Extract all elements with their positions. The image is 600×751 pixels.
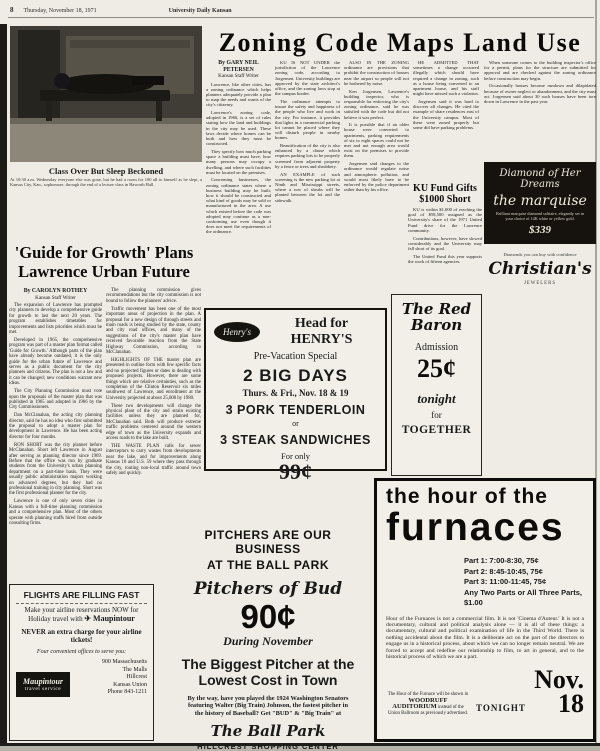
zoning-headline: Zoning Code Maps Land Use (218, 28, 582, 57)
ball-park-ad (170, 528, 366, 751)
furnaces-date: Nov. 18 (534, 665, 584, 719)
red-baron-for: for (431, 410, 442, 420)
maupintour-flights-ad (9, 584, 154, 741)
henrys-or: or (292, 419, 299, 428)
henrys-logo: Henry's (214, 322, 260, 342)
furnaces-tonight: TONIGHT (476, 703, 526, 714)
flights-never-line: NEVER an extra charge for your airline tickets! (21, 628, 142, 644)
ballpark-location: HILLCREST SHOPPING CENTER (197, 742, 339, 751)
photo-caption: At 10:30 a.m. Wednesday everyone else was gone, but he had a room for 100 all to himself as he slept, a Kansas City, Kan., sophomore, through the end of a lecture class in Haworth Hall. (10, 177, 202, 187)
sleeping-student-photo (10, 26, 202, 162)
masthead (10, 6, 592, 16)
flights-divider (16, 603, 147, 604)
flights-title: FLIGHTS ARE FILLING FAST (23, 590, 140, 600)
henrys-item-2: 3 STEAK SANDWICHES (220, 433, 371, 447)
photo-caption-title: Class Over But Sleep Beckoned (48, 166, 164, 176)
furnaces-description: Hour of the Furnaces is not a commercial film. It is not 'Cinema d'Auteur.' It is not a documentary, cultural and political analysis alone — it is all of these things: a documentary, cultural and political examination of life in the Third World. There is nothing accidental about the film. It is a deliberate act on the part of the directors to engage us in a historical process, about which we can no longer remain neutral. We are forced to accept and redefine our relationship to film, to art in general, and to the historical process of which we are a part. (386, 615, 584, 660)
guide-headline-line-1: 'Guide for Growth' Plans (14, 243, 194, 262)
henrys-dates: Thurs. & Fri., Nov. 18 & 19 (242, 388, 349, 398)
ballpark-body: By the way, have you played the 1924 Washington Senators featuring Walter (Big Train) Johnson, the fastest pitcher in the history of Baseball? Get "BUD" & "Big Train" at (187, 695, 349, 717)
zoning-column-4: HE ADMITTED THAT sometimes a change occurred illegally which should have required a change in zoning, such as a house being converted to an apartment house, and his staff might have missed such a violation. Jorgensen said it was hard to discover all changes. He cited the example of share residences east of the University campus. Most of these were zoned properly but some did have parking problems. (413, 60, 479, 130)
diamond-jewelry-ad (484, 162, 596, 244)
christians-name: Christian's (488, 259, 592, 279)
guide-headline (6, 243, 202, 281)
ballpark-name: The Ball Park (210, 722, 326, 741)
zoning-column-5: When someone comes to the building inspector's office for a permit, plans for the structure are submitted for approval and are checked against the zoning ordinance before construction may begin. Occasionally houses become rundown and dilapidated because of owner neglect or abandonment, and the city must act. Jorgensen said about 30 such houses have been torn down in Lawrence in the past year. (484, 60, 596, 104)
red-baron-ad (391, 294, 482, 476)
ballpark-line-2: AT THE BALL PARK (207, 558, 329, 572)
ballpark-line-1: PITCHERS ARE OUR BUSINESS (204, 528, 332, 556)
guide-column-1 (9, 288, 102, 580)
zoning-column-3: ALSO IN THE ZONING ordinance are provisions that prohibit the construction of houses near the airport so people will not be bothered by noise. Ken Jorgensen, Lawrence's building inspector, who is responsible for enforcing the city's zoning ordinance, said he was satisfied with the code but did not believe it was perfect. It is possible that if an older house were converted to apartments, parking requirements of six to eight spaces could not be met and not enough area would exist on the premises to provide them. Jorgensen said changes to the ordinance would regulate noise and atmospheric pollution, and would most likely have to be enforced by the police department rather than by his office. (344, 60, 409, 193)
ku-fund-body: KU is within $1,000 of reaching the goal of $58,500 assigned as the University's share of the 1971 United Fund drive for the Lawrence community. Contributions, however, have slowed considerably and the University may fall short of its goal. The United Fund this year supports the work of fifteen agencies. (408, 207, 482, 264)
guide-column-1-text: The expansion of Lawrence has prompted city planners to develop a comprehensive guide for growth to last the next 20 years. The program establishes timetables for improvements and lists priorities which must be met. Developed in 1965, the comprehensive program was part of a master plan format called 'Guide for Growth.' Although parts of the plan have already become outdated, it is the only guide for the urban future of Lawrence and serves as a public document for the city planners and citizens. The plan is not a law and it can be changed; new conditions warrant new ideas. The City Planning Commission must vote upon the proposals of the master plan that was published in 1965 and adopted in 1966 by the City Commissioners. Dan McClanahan, the acting city planning director, said he has no idea who first submitted the proposal to adopt a master plan for development in Lawrence. He has been acting director for four months. RON SHORT was the city planner before McClanahan. Short left Lawrence in August after serving as planning director since 1969. Before that the office was run by graduate students from the University's urban planning department on a part-time basis. They were usually public administration majors working on advanced degrees, but they had no professional training in city planning. Short was the first professional planner for the city. Lawrence is one of only seven cities in Kansas with a full-time planning commission and a comprehensive plan. Most of the others operate with planning staffs hired from outside consulting firms. (9, 303, 102, 526)
maupintour-logo: Maupintour travel service (16, 672, 70, 697)
diamond-ad-body: Brilliant marquise diamond solitaire, elegantly set in your choice of 14K white or yellow gold. (495, 211, 585, 221)
red-baron-admission-label: Admission (414, 342, 459, 353)
red-baron-price: 25¢ (417, 354, 456, 383)
zoning-column-1-text: Lawrence, like other cities, has a zoning ordinance which helps planners adequately provide a plan to map the needs and wants of the city's citizenry. Lawrence's zoning code, adopted in 1966, is a set of rules stating how the land and buildings in the city may be used. These laws decide where homes can be built and how they must be constructed. They specify how much parking space a building must have, how many persons may occupy a dwelling, and where such facilities must be located on the premises. Concerning businesses, the zoning ordinance states where a business building may be built, how it should be constructed and what kind of goods may be sold or manufactured in the area. A use which existed before the code was adopted may continue as a non-conforming use even though it does not meet the requirements of the ordinance. (206, 81, 271, 235)
diamond-ad-title: Diamond of Her Dreams (499, 168, 581, 190)
guide-column-2: The planning commission gives recommendations but the city commission is not bound to follow the planners' advice. Traffic movement has been one of the most important areas of projection in the plan. A proposal for a new design of through streets and main roads is being studied by the state, county and city road offices, and many of the suggestions of the city's master plan have received favorable reaction from the State Highway Commission, according to McClanahan. HIGHLIGHTS OF THE master plan are presented in outline form with few specific facts and no projected figures or dates in dealing with proposed projects. However, there are some things which are relative certainties, such as the completion of the Clinton Reservoir six miles southwest of Lawrence, and enrollment at the University projected at about 25,000 by 1980. These two developments will change the physical plant of the city and strain existing facilities unless they are planned for, McClanahan said. Both will produce extreme traffic problems centered around the western edge of town as the University expands and access roads to the lake are built. THE WASTE PLAN calls for sewer interceptors to carry wastes from developments near the lake, and for improvements along Kansas 10 and U.S. 59 where they pass through the city, routing non-local traffic around town safely and quickly. (106, 288, 201, 476)
flights-body: Make your airline reservations NOW for Holiday travel with ✈ Maupintour (24, 606, 139, 623)
henrys-subhead: Pre-Vacation Special (253, 351, 338, 362)
diamond-ad-price: $339 (529, 223, 551, 236)
ku-fund-headline-2: $1000 Short (419, 193, 471, 205)
red-baron-tonight: tonight (417, 391, 456, 406)
photo-illustration (10, 26, 202, 162)
issue-date: Thursday, November 18, 1971 (23, 8, 97, 14)
zoning-column-1 (206, 60, 271, 304)
zoning-byline-title: Kansan Staff Writer (218, 73, 259, 79)
red-baron-name: The Red Baron (401, 300, 472, 334)
flights-brand: Maupintour (93, 613, 135, 623)
ballpark-price: 90¢ (240, 598, 296, 635)
hour-of-the-furnaces-ad (374, 478, 596, 742)
christians-jewelers-ad (484, 248, 596, 304)
furnaces-venue-notice: The Hour of the Furnace will be shown in WOODRUFF AUDITORIUM instead of the Union Ballroom as previously advertised. (387, 691, 469, 716)
ku-fund-brief (408, 183, 482, 264)
diamond-ad-subtitle: the marquise (493, 193, 587, 209)
ku-fund-headline-1: KU Fund Gifts (413, 183, 477, 194)
flights-office-list: 900 Massachusetts The Malls Hillcrest Kansas Union Phone 843-1211 (101, 659, 147, 696)
christians-subtitle: JEWELERS (524, 281, 556, 286)
henrys-price: 99¢ (279, 459, 312, 484)
flights-offices-intro: Four convenient offices to serve you: (36, 649, 127, 655)
page-left-edge (0, 24, 7, 746)
guide-byline: By CAROLYN ROTHEY (23, 288, 88, 294)
masthead-rule (8, 17, 594, 18)
henrys-for-only: For only (280, 451, 311, 461)
zoning-column-2: KU IS NOT UNDER the jurisdiction of the Lawrence zoning code, according to Jorgensen. University buildings are approved by the state architect's office, and the zoning laws stop at the campus border. The ordinance attempts to insure the safety and happiness of the people who live and work in the city. For instance, it provides that lights in a commercial parking lot cannot be placed where they will disturb people in nearby homes. Beautification of the city is also enhanced by a clause which requires parking lots to be properly screened from adjacent property by a fence or trees and shrubbery. AN EXAMPLE of such screening is the new parking lot at Ninth and Mississippi streets, where a row of shrubs will be planted between the lot and the sidewalk. (275, 60, 340, 203)
christians-tagline: Diamonds you can buy with confidence (503, 252, 577, 257)
guide-headline-line-2: Lawrence Urban Future (18, 262, 190, 281)
ballpark-during: During November (223, 634, 313, 648)
furnaces-title-line-2: furnaces (386, 506, 565, 549)
red-baron-film-title: TOGETHER (401, 424, 472, 436)
furnaces-venue-name: WOODRUFF AUDITORIUM (392, 696, 448, 711)
furnaces-title-line-1: the hour of the (386, 485, 548, 508)
guide-byline-title: Kansan Staff Writer (35, 294, 76, 301)
paper-name: University Daily Kansan (168, 8, 232, 14)
henrys-big-days: 2 BIG DAYS (243, 366, 348, 385)
zoning-byline: By GARY NEIL PETERSEN (218, 60, 259, 73)
page-number: 8 (10, 6, 14, 14)
ballpark-product: Pitchers of Bud (193, 579, 343, 599)
ballpark-slogan: The Biggest Pitcher at the Lowest Cost in Town (181, 656, 355, 688)
airplane-icon: ✈ (84, 613, 92, 623)
henrys-item-1: 3 PORK TENDERLOIN (225, 403, 366, 417)
henrys-ad (204, 308, 387, 484)
henrys-headline: Head for HENRY'S (290, 316, 353, 347)
furnaces-showtimes: Part 1: 7:00-8:30, 75¢ Part 2: 8:45-10:45, 75¢ Part 3: 11:00-11:45, 75¢ Any Two Parts or All Three Parts, $1.00 (464, 556, 582, 607)
